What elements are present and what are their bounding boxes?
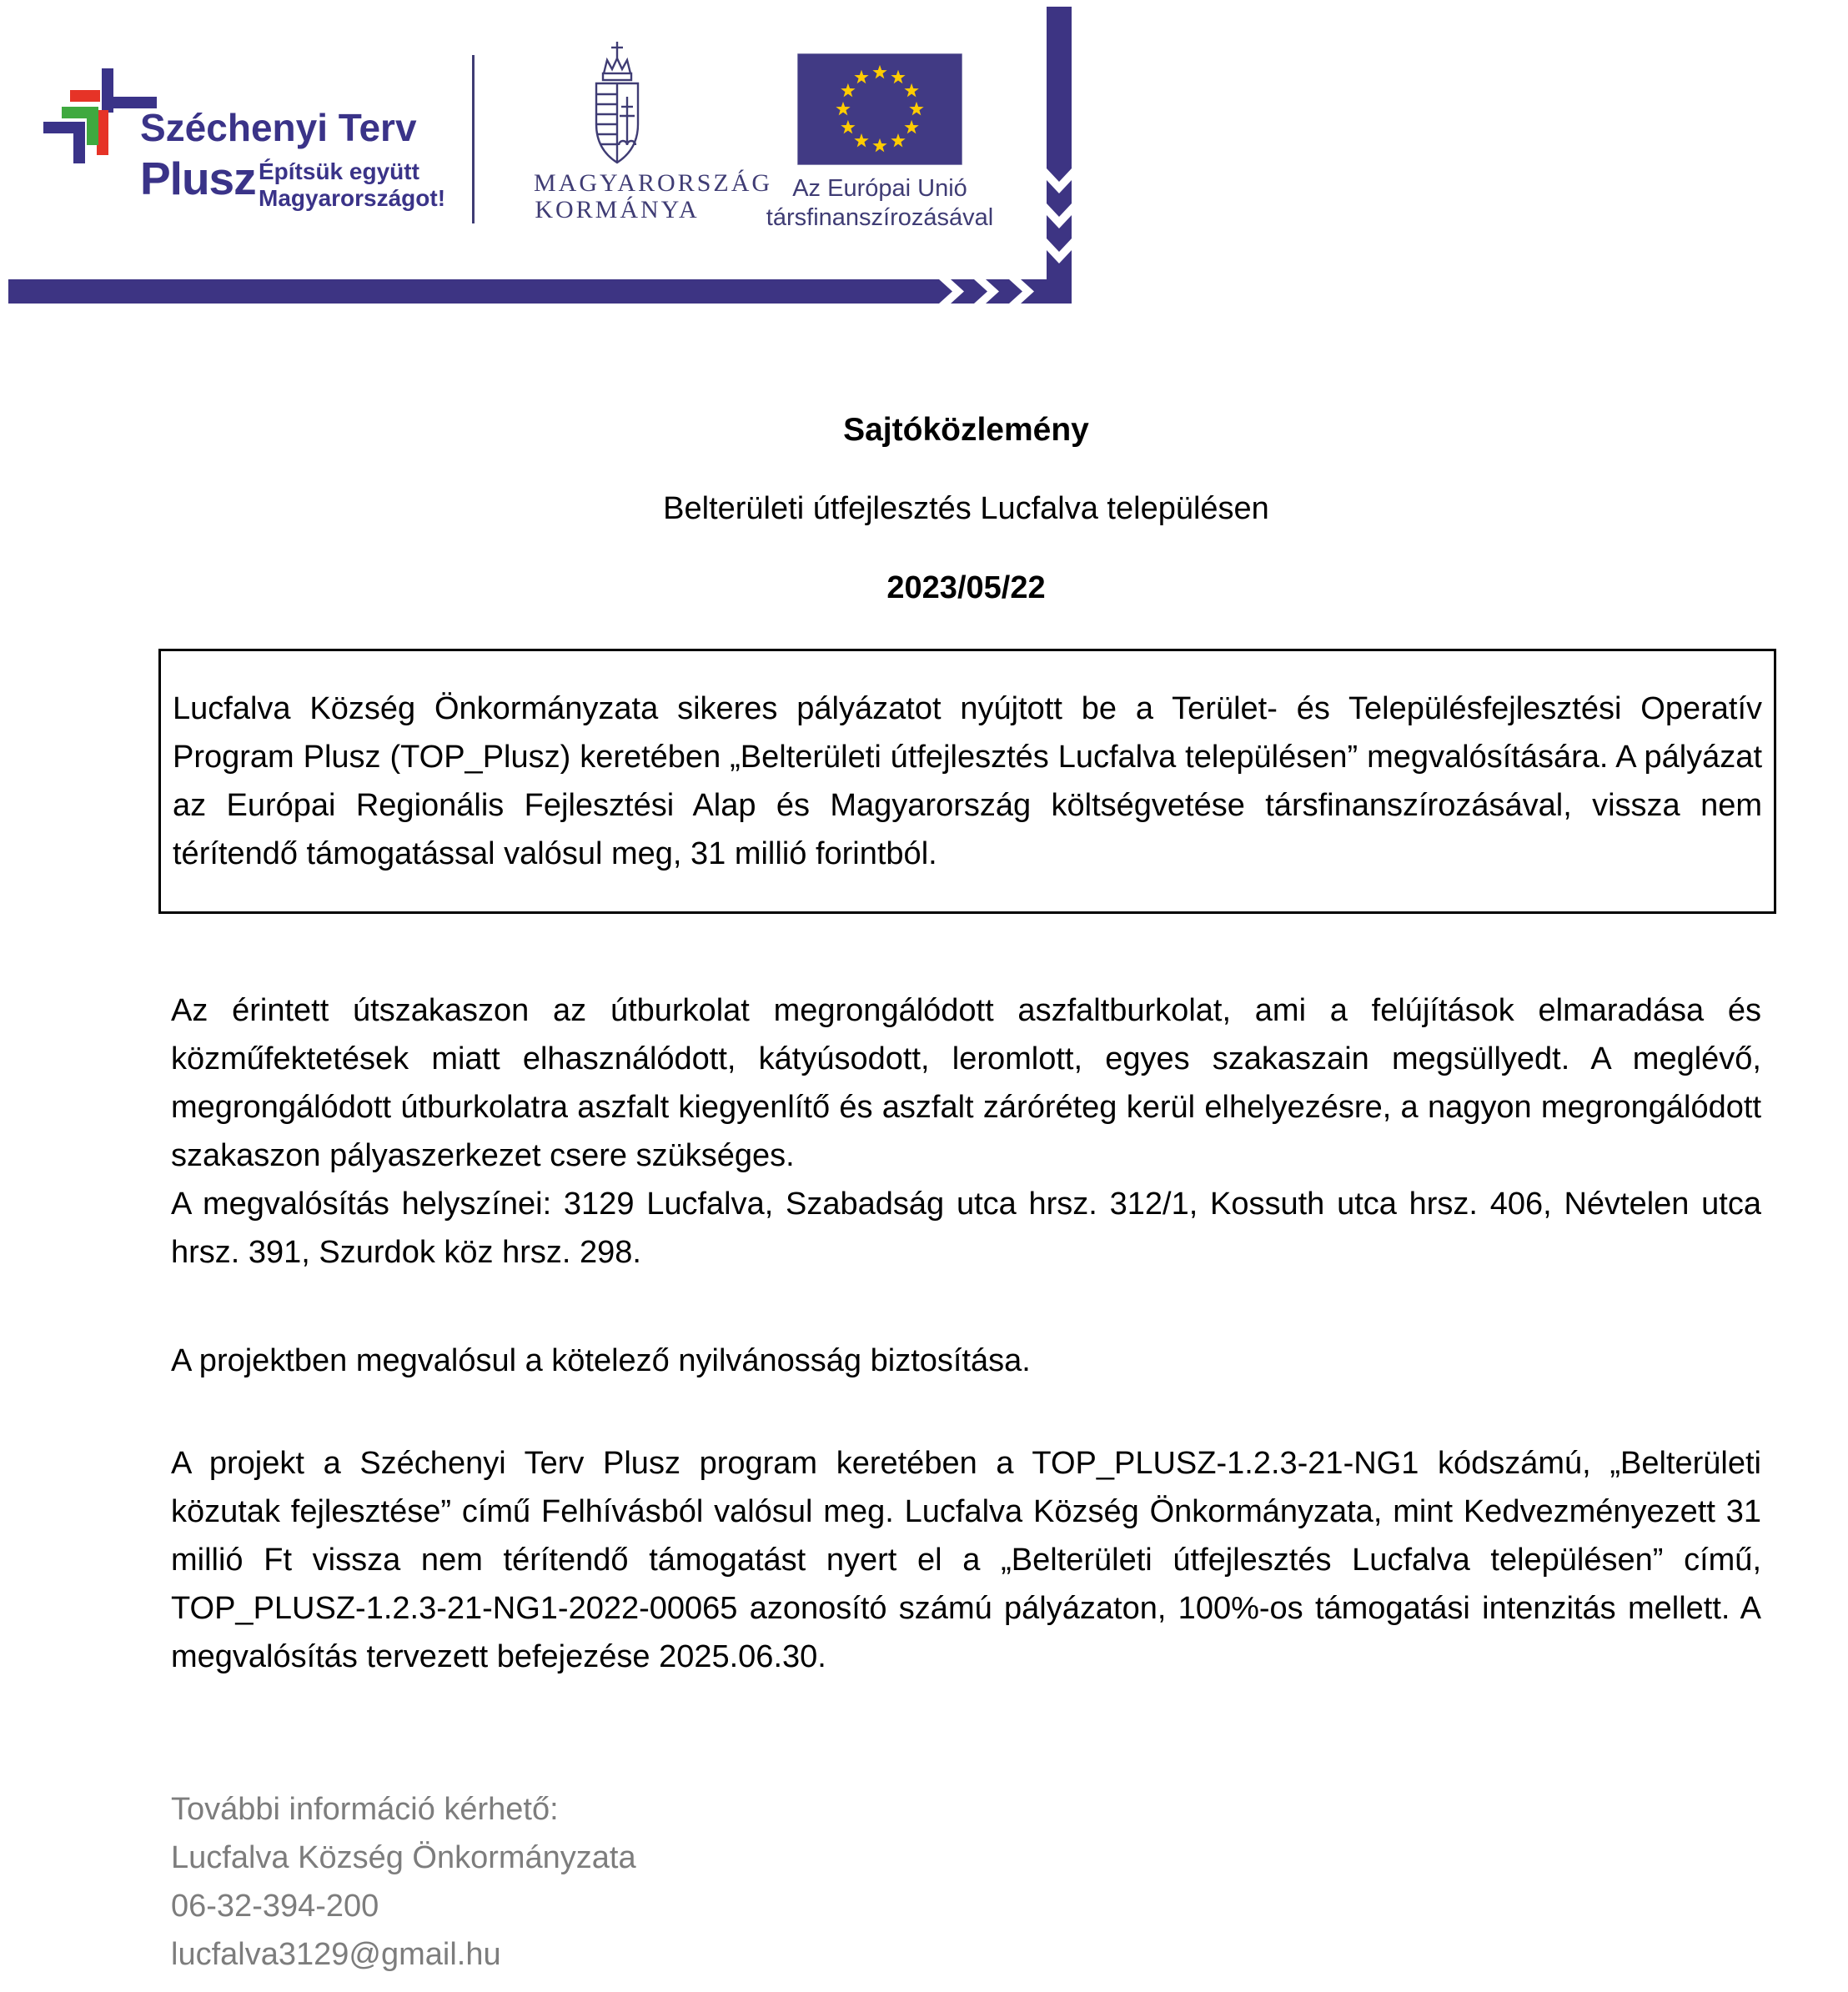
szechenyi-logo-title: Széchenyi Terv bbox=[140, 106, 417, 149]
date: 2023/05/22 bbox=[886, 570, 1046, 605]
eu-label-line1: Az Európai Unió bbox=[792, 175, 967, 202]
government-label-line2: KORMÁNYA bbox=[535, 196, 700, 223]
page-subtitle: Belterületi útfejlesztés Lucfalva településen bbox=[663, 491, 1269, 526]
header-divider bbox=[472, 55, 475, 223]
paragraph-locations: A megvalósítás helyszínei: 3129 Lucfalva, Szabadság utca hrsz. 312/1, Kossuth utca hrsz. 406, Névtelen utca hrsz. 391, Szurdok köz hrsz. 298. bbox=[171, 1187, 1761, 1270]
government-label-line1: MAGYARORSZÁG bbox=[534, 169, 773, 197]
eu-label-line2: társfinanszírozásával bbox=[766, 204, 994, 231]
hungarian-coat-of-arms-icon bbox=[575, 37, 659, 170]
contact-phone: 06-32-394-200 bbox=[171, 1889, 379, 1924]
szechenyi-tagline-line2: Magyarországot! bbox=[259, 185, 446, 211]
paragraph-publicity: A projektben megvalósul a kötelező nyilvánosság biztosítása. bbox=[171, 1343, 1031, 1378]
header-infoblock bbox=[0, 0, 1848, 317]
contact-info bbox=[171, 1785, 1761, 1979]
page-title: Sajtóközlemény bbox=[843, 412, 1089, 448]
eu-flag-icon bbox=[797, 53, 962, 165]
government-logo bbox=[534, 37, 773, 223]
lead-summary-box bbox=[158, 649, 1776, 914]
paragraph-road-condition: Az érintett útszakaszon az útburkolat megrongálódott aszfaltburkolat, ami a felújítások elmaradása és közműfektetések miatt elhasználódott, kátyúsodott, leromlott, egyes szakaszain megsüllyedt. A meglévő, megrongálódott útburkolatra aszfalt kiegyenlítő és aszfalt záróréteg kerül elhelyezésre, a nagyon megrongálódott szakaszon pályaszerkezet csere szükséges. bbox=[171, 993, 1761, 1173]
lead-summary-text: Lucfalva Község Önkormányzata sikeres pályázatot nyújtott be a Terület- és Településfejlesztési Operatív Program Plusz (TOP_Plusz) keretében „Belterületi útfejlesztés Lucfalva településen” megvalósítására. A pályázat az Európai Regionális Fejlesztési Alap és Magyarország költségvetése társfinanszírozásával, vissza nem térítendő támogatással valósul meg, 31 millió forintból. bbox=[173, 691, 1762, 871]
paragraph-project-details: A projekt a Széchenyi Terv Plusz program keretében a TOP_PLUSZ-1.2.3-21-NG1 kódszámú, „Belterületi közutak fejlesztése” című Felhívásból valósul meg. Lucfalva Község Önkormányzata, mint Kedvezményezett 31 millió Ft vissza nem térítendő támogatást nyert el a „Belterületi útfejlesztés Lucfalva településen” című, TOP_PLUSZ-1.2.3-21-NG1-2022-00065 azonosító számú pályázaton, 100%-os támogatási intenzitás mellett. A megvalósítás tervezett befejezése 2025.06.30. bbox=[171, 1446, 1761, 1674]
contact-email: lucfalva3129@gmail.hu bbox=[171, 1937, 501, 1972]
contact-heading: További információ kérhető: bbox=[171, 1792, 559, 1827]
szechenyi-logo-plusz: Plusz bbox=[140, 153, 256, 204]
eu-cofinancing-logo bbox=[763, 53, 997, 232]
szechenyi-tagline-line1: Építsük együtt bbox=[259, 158, 419, 184]
paragraph-group-roadworks bbox=[171, 986, 1761, 1277]
contact-organization: Lucfalva Község Önkormányzata bbox=[171, 1840, 636, 1875]
